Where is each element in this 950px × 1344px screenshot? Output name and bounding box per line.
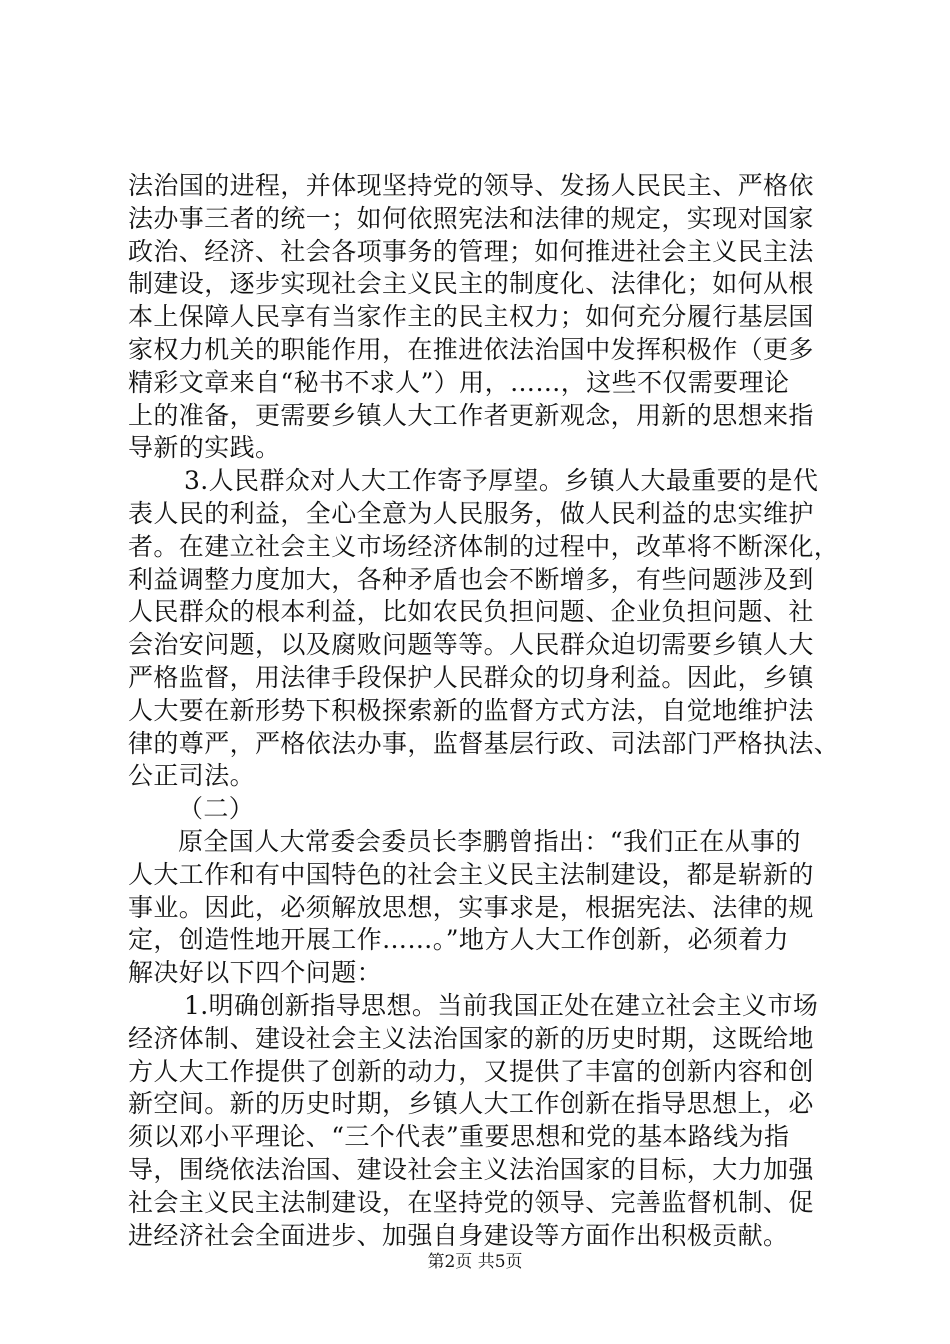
body-line: 人大要在新形势下积极探索新的监督方式方法，自觉地维护法 xyxy=(128,695,814,725)
body-line: 表人民的利益，全心全意为人民服务，做人民利益的忠实维护 xyxy=(128,498,814,528)
body-line: 经济体制、建设社会主义法治国家的新的历史时期，这既给地 xyxy=(128,1023,814,1053)
body-line: 导新的实践。 xyxy=(128,433,281,463)
body-line: 定，创造性地开展工作……。”地方人大工作创新，必须着力 xyxy=(128,925,790,955)
body-line: 本上保障人民享有当家作主的民主权力；如何充分履行基层国 xyxy=(128,302,814,332)
body-line: 上的准备，更需要乡镇人大工作者更新观念，用新的思想来指 xyxy=(128,400,814,430)
body-line: 公正司法。 xyxy=(128,761,256,791)
body-line: 法办事三者的统一；如何依照宪法和法律的规定，实现对国家 xyxy=(128,203,814,233)
body-line: 精彩文章来自“秘书不求人”）用，……，这些不仅需要理论 xyxy=(128,367,790,397)
paragraph-start-line: 原全国人大常委会委员长李鹏曾指出：“我们正在从事的 xyxy=(178,826,801,856)
body-line: 事业。因此，必须解放思想，实事求是，根据宪法、法律的规 xyxy=(128,892,814,922)
paragraph-start-line: 3.人民群众对人大工作寄予厚望。乡镇人大最重要的是代 xyxy=(184,466,819,496)
body-line: 解决好以下四个问题： xyxy=(128,958,383,988)
body-line: 须以邓小平理论、“三个代表”重要思想和党的基本路线为指 xyxy=(128,1122,790,1152)
body-line: 制建设，逐步实现社会主义民主的制度化、法律化；如何从根 xyxy=(128,269,814,299)
body-line: 严格监督，用法律手段保护人民群众的切身利益。因此，乡镇 xyxy=(128,662,814,692)
body-line: 导，围绕依法治国、建设社会主义法治国家的目标，大力加强 xyxy=(128,1154,814,1184)
body-line: 律的尊严，严格依法办事，监督基层行政、司法部门严格执法、 xyxy=(128,728,840,758)
body-line: 社会主义民主法制建设，在坚持党的领导、完善监督机制、促 xyxy=(128,1187,814,1217)
paragraph-start-line: 1.明确创新指导思想。当前我国正处在建立社会主义市场 xyxy=(184,990,819,1020)
body-line: 利益调整力度加大，各种矛盾也会不断增多，有些问题涉及到 xyxy=(128,564,814,594)
page-number-footer: 第2页 共5页 xyxy=(427,1252,523,1272)
body-line: 人民群众的根本利益，比如农民负担问题、企业负担问题、社 xyxy=(128,597,814,627)
body-line: 方人大工作提供了创新的动力，又提供了丰富的创新内容和创 xyxy=(128,1056,814,1086)
body-line: 人大工作和有中国特色的社会主义民主法制建设，都是崭新的 xyxy=(128,859,814,889)
section-heading: （二） xyxy=(178,794,255,824)
body-line: 家权力机关的职能作用，在推进依法治国中发挥积极作（更多 xyxy=(128,334,814,364)
body-line: 新空间。新的历史时期，乡镇人大工作创新在指导思想上，必 xyxy=(128,1089,814,1119)
body-line: 会治安问题，以及腐败问题等等。人民群众迫切需要乡镇人大 xyxy=(128,630,814,660)
body-line: 进经济社会全面进步、加强自身建设等方面作出积极贡献。 xyxy=(128,1220,789,1250)
body-line: 者。在建立社会主义市场经济体制的过程中，改革将不断深化， xyxy=(128,531,840,561)
body-line: 法治国的进程，并体现坚持党的领导、发扬人民民主、严格依 xyxy=(128,171,814,200)
document-body xyxy=(128,170,840,1252)
body-line: 政治、经济、社会各项事务的管理；如何推进社会主义民主法 xyxy=(128,236,814,266)
